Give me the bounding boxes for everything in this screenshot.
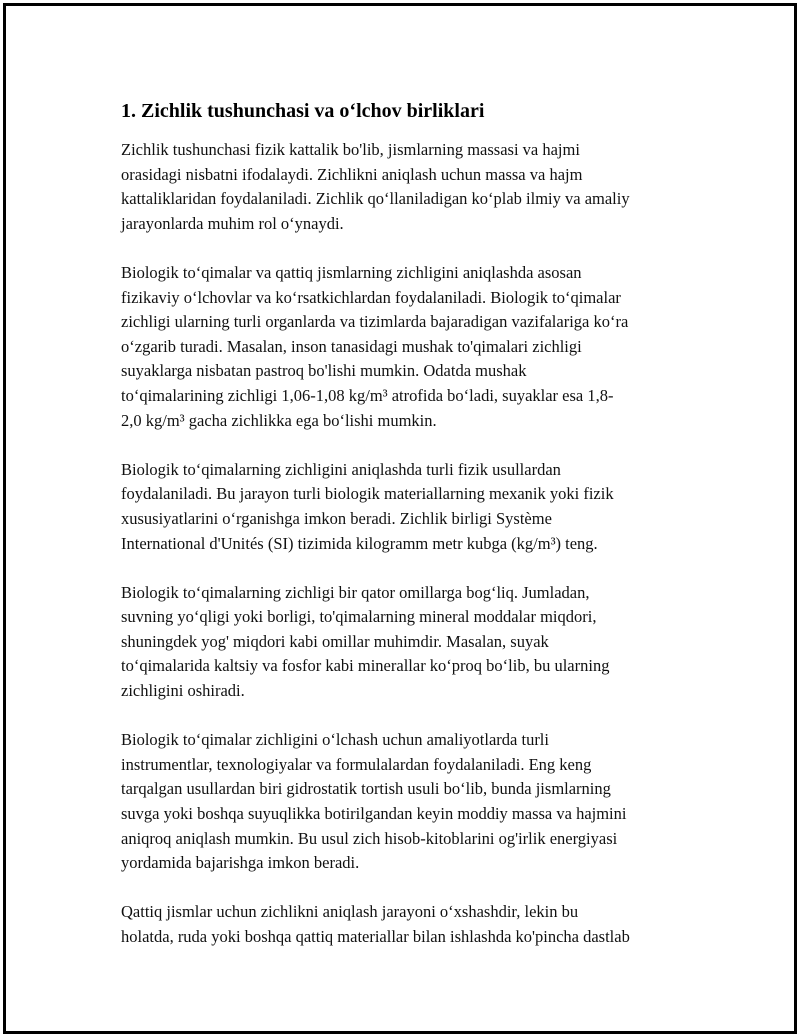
text-line: jarayonlarda muhim rol o‘ynaydi. <box>121 213 344 233</box>
page-border <box>3 3 797 1034</box>
paragraph-1 <box>121 138 701 236</box>
text-line: to‘qimalarida kaltsiy va fosfor kabi minerallar ko‘proq bo‘lib, bu ularning <box>121 656 610 676</box>
text-line: Zichlik tushunchasi fizik kattalik bo'lib, jismlarning massasi va hajmi <box>121 140 580 159</box>
text-line: Biologik to‘qimalarning zichligini aniqlashda turli fizik usullardan <box>121 459 561 479</box>
text-line: International d'Unités (SI) tizimida kilogramm metr kubga (kg/m³) teng. <box>121 533 598 553</box>
text-line: Biologik to‘qimalar va qattiq jismlarning zichligini aniqlashda asosan <box>121 262 582 282</box>
section-heading: 1. Zichlik tushunchasi va o‘lchov birliklari <box>121 100 485 122</box>
text-line: yordamida bajarishga imkon beradi. <box>121 853 360 873</box>
text-line: instrumentlar, texnologiyalar va formulalardan foydalaniladi. Eng keng <box>121 754 592 774</box>
text-line: tarqalgan usullardan biri gidrostatik tortish usuli bo‘lib, bunda jismlarning <box>121 779 611 799</box>
document-body <box>121 98 701 974</box>
text-line: Biologik to‘qimalar zichligini o‘lchash uchun amaliyotlarda turli <box>121 730 549 750</box>
text-line: 2,0 kg/m³ gacha zichlikka ega bo‘lishi mumkin. <box>121 410 437 430</box>
text-line: suvga yoki boshqa suyuqlikka botirilgandan keyin moddiy massa va hajmini <box>121 804 627 824</box>
text-line: zichligini oshiradi. <box>121 681 245 701</box>
paragraph-6 <box>121 900 701 949</box>
text-line: aniqroq aniqlash mumkin. Bu usul zich hisob-kitoblarini og'irlik energiyasi <box>121 828 618 848</box>
paragraph-4 <box>121 581 701 704</box>
text-line: kattaliklaridan foydalaniladi. Zichlik qo‘llaniladigan ko‘plab ilmiy va amaliy <box>121 189 630 209</box>
text-line: suvning yo‘qligi yoki borligi, to'qimalarning mineral moddalar miqdori, <box>121 607 597 627</box>
text-line: foydalaniladi. Bu jarayon turli biologik materiallarning mexanik yoki fizik <box>121 484 614 504</box>
text-line: xususiyatlarini o‘rganishga imkon beradi. Zichlik birligi Système <box>121 508 552 528</box>
paragraph-container <box>121 138 701 950</box>
paragraph-3 <box>121 458 701 556</box>
text-line: zichligi ularning turli organlarda va tizimlarda bajaradigan vazifalariga ko‘ra <box>121 312 629 332</box>
text-line: Biologik to‘qimalarning zichligi bir qator omillarga bog‘liq. Jumladan, <box>121 582 590 602</box>
text-line: o‘zgarib turadi. Masalan, inson tanasidagi mushak to'qimalari zichligi <box>121 336 582 356</box>
text-line: Qattiq jismlar uchun zichlikni aniqlash jarayoni o‘xshashdir, lekin bu <box>121 902 579 922</box>
text-line: fizikaviy o‘lchovlar va ko‘rsatkichlardan foydalaniladi. Biologik to‘qimalar <box>121 287 621 307</box>
text-line: to‘qimalarining zichligi 1,06-1,08 kg/m³ atrofida bo‘ladi, suyaklar esa 1,8- <box>121 385 614 405</box>
text-line: shuningdek yog' miqdori kabi omillar muhimdir. Masalan, suyak <box>121 631 549 651</box>
paragraph-2 <box>121 261 701 433</box>
text-line: orasidagi nisbatni ifodalaydi. Zichlikni aniqlash uchun massa va hajm <box>121 164 583 184</box>
paragraph-5 <box>121 728 701 876</box>
text-line: suyaklarga nisbatan pastroq bo'lishi mumkin. Odatda mushak <box>121 361 527 381</box>
text-line: holatda, ruda yoki boshqa qattiq materiallar bilan ishlashda ko'pincha dastlab <box>121 927 630 946</box>
